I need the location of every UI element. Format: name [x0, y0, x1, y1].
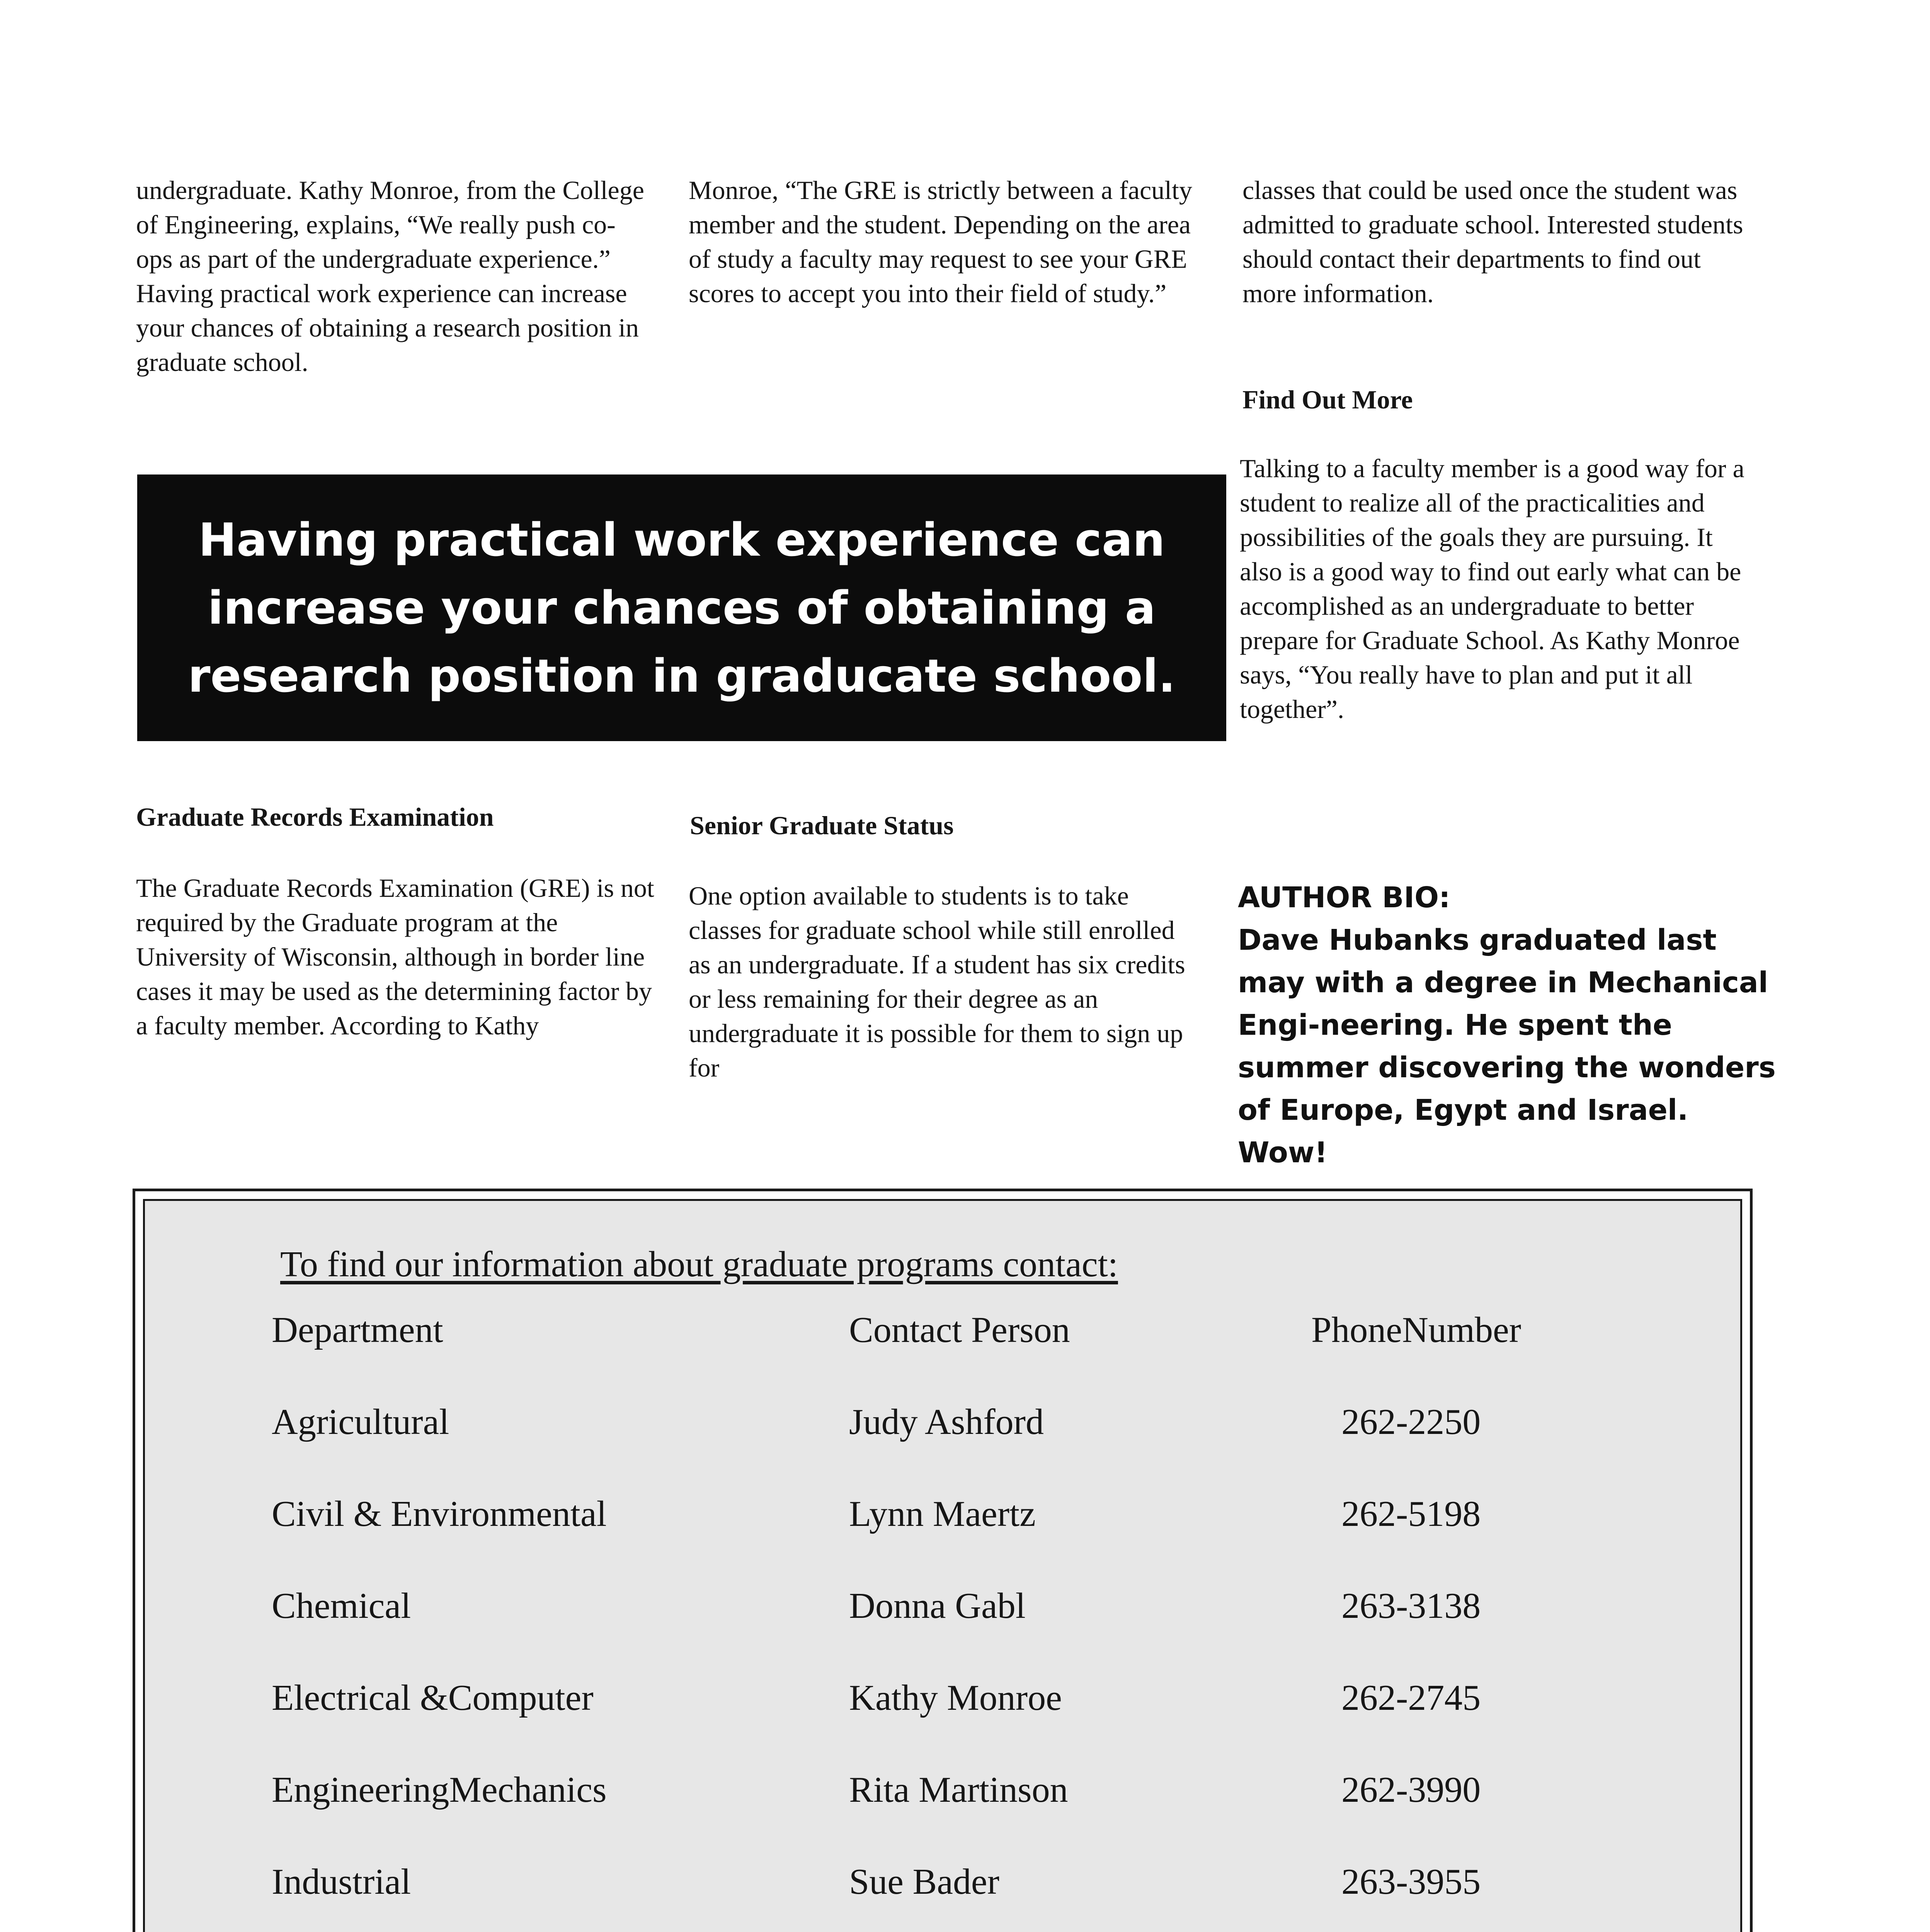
find-out-more-heading: Find Out More [1242, 385, 1413, 414]
gre-body: The Graduate Records Examination (GRE) is not required by the Graduate program at the University of Wisconsin, although in border line cases it may be used as the determining factor by a faculty member. According to Kathy [136, 873, 654, 1040]
department-cell: EngineeringMechanics [272, 1770, 607, 1810]
phone-number-cell: 263-3138 [1341, 1586, 1481, 1626]
table-row [272, 1861, 1624, 1932]
contact-person-cell: Sue Bader [849, 1862, 999, 1902]
author-bio [1238, 876, 1787, 1174]
senior-status-heading: Senior Graduate Status [690, 811, 954, 840]
contacts-box-inner [143, 1199, 1742, 1932]
department-cell: Electrical &Computer [272, 1678, 594, 1718]
column-header-contact-person: Contact Person [849, 1310, 1070, 1350]
phone-number-cell: 262-3990 [1341, 1770, 1481, 1810]
phone-number-cell: 262-2250 [1341, 1402, 1481, 1442]
phone-number-cell: 263-3955 [1341, 1862, 1481, 1902]
author-bio-text: Dave Hubanks graduated last may with a degree in Mechanical Engi-neering. He spent the summer discovering the wonders of Europe, Egypt and Israel. Wow! [1238, 923, 1776, 1169]
table-row [272, 1677, 1624, 1769]
pull-quote [137, 474, 1226, 741]
find-out-more-body: Talking to a faculty member is a good way for a student to realize all of the practicalities and possibilities of the goals they are pursuing. It also is a good way to find out early what can be accomplished as an undergraduate to better prepare for Graduate School. As Kathy Monroe says, “You really have to plan and put it all together”. [1240, 454, 1744, 724]
department-cell: Civil & Environmental [272, 1494, 607, 1534]
contacts-header-row [272, 1309, 1624, 1401]
contacts-heading: To find our information about graduate programs contact: [280, 1244, 1118, 1284]
column-2-top-text: Monroe, “The GRE is strictly between a faculty member and the student. Depending on the area of study a faculty may request to see your GRE scores to accept you into their field of study.” [689, 175, 1192, 308]
gre-heading: Graduate Records Examination [136, 802, 494, 832]
department-cell: Agricultural [272, 1402, 449, 1442]
column-1-top-text: undergraduate. Kathy Monroe, from the College of Engineering, explains, “We really push co-ops as part of the undergraduate experience.” Having practical work experience can increase your chances of obtaining a research position in graduate school. [136, 175, 644, 377]
contact-person-cell: Lynn Maertz [849, 1494, 1036, 1534]
department-cell: Industrial [272, 1862, 411, 1902]
column-header-phone-number: PhoneNumber [1311, 1310, 1522, 1350]
column-header-department: Department [272, 1310, 443, 1350]
phone-number-cell: 262-2745 [1341, 1678, 1481, 1718]
contact-person-cell: Kathy Monroe [849, 1678, 1062, 1718]
senior-status-body: One option available to students is to take classes for graduate school while still enrolled as an undergraduate. If a student has six credits or less remaining for their degree as an undergraduate it is possible for them to sign up for [689, 881, 1185, 1082]
table-row [272, 1769, 1624, 1861]
table-row [272, 1401, 1624, 1493]
table-row [272, 1493, 1624, 1585]
table-row [272, 1585, 1624, 1677]
phone-number-cell: 262-5198 [1341, 1494, 1481, 1534]
contact-person-cell: Judy Ashford [849, 1402, 1044, 1442]
column-3-top-text: classes that could be used once the student was admitted to graduate school. Interested students should contact their departments to find out more information. [1242, 175, 1743, 308]
author-bio-label: AUTHOR BIO: [1238, 881, 1450, 914]
pull-quote-text: Having practical work experience can increase your chances of obtaining a research position in graducate school. [188, 513, 1176, 702]
contact-person-cell: Donna Gabl [849, 1586, 1026, 1626]
contact-person-cell: Rita Martinson [849, 1770, 1068, 1810]
department-cell: Chemical [272, 1586, 411, 1626]
contacts-table [272, 1309, 1624, 1932]
contacts-box [133, 1189, 1753, 1932]
